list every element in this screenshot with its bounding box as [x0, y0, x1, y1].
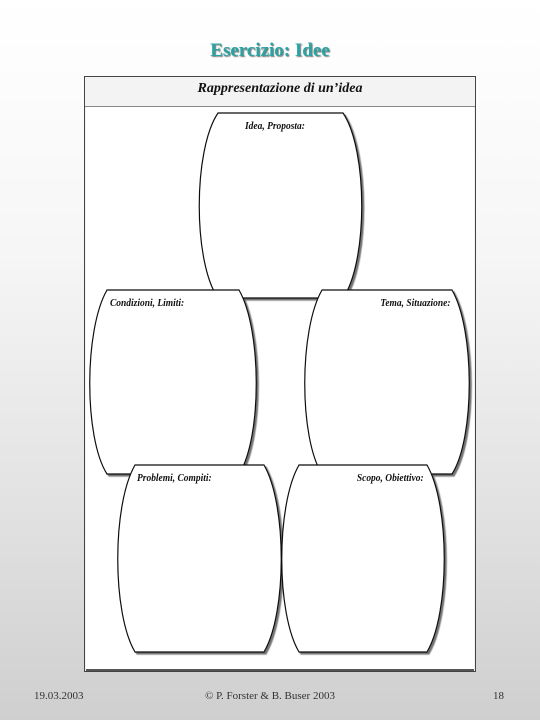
bubble-scopo	[282, 465, 445, 652]
bubble-tema-label: Tema, Situazione:	[379, 297, 450, 309]
bubble-scopo-label: Scopo, Obiettivo:	[357, 472, 424, 484]
bubble-idea	[199, 113, 362, 298]
footer-date: 19.03.2003	[34, 690, 84, 702]
bubble-tema	[305, 290, 470, 474]
bubble-idea-label: Idea, Proposta:	[245, 120, 305, 132]
footer-page-number: 18	[493, 690, 504, 702]
worksheet-heading: Rappresentazione di un’idea	[85, 77, 475, 107]
slide-title: Esercizio: Idee	[210, 40, 330, 61]
footer-copyright: © P. Forster & B. Buser 2003	[205, 690, 335, 702]
bubble-problemi-label: Problemi, Compiti:	[137, 472, 212, 484]
bubble-condizioni	[90, 290, 257, 474]
bubble-condizioni-label: Condizioni, Limiti:	[110, 297, 185, 309]
bubble-problemi	[118, 465, 282, 652]
